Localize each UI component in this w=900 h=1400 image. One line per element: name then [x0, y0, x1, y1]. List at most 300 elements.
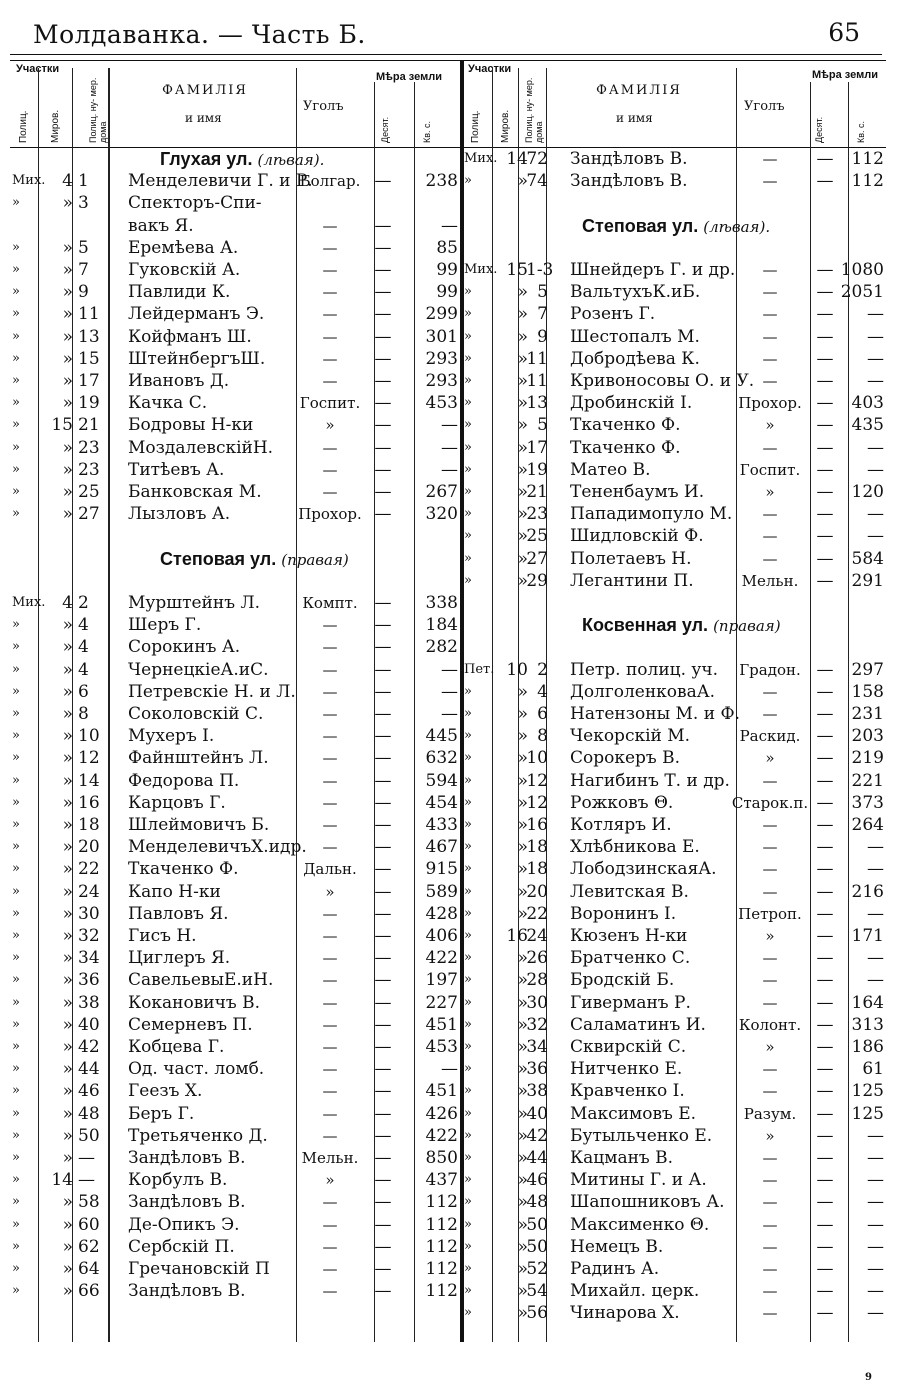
- street-name: Степовая ул. (лѣвая).: [582, 215, 771, 236]
- cell-name: Петр. полиц. уч.: [570, 659, 719, 680]
- street-name: Глухая ул. (лѣвая).: [160, 149, 325, 169]
- cell-name: Легантини П.: [570, 570, 694, 591]
- table-row: [10, 659, 460, 681]
- cell-pol: »: [12, 883, 20, 899]
- cell-des: —: [374, 1214, 392, 1235]
- cell-house: 32: [78, 926, 100, 946]
- cell-kv: 313: [851, 1014, 884, 1035]
- land-des-label: Десят.: [814, 116, 824, 143]
- cell-kv: 186: [851, 1037, 884, 1057]
- table-row: [10, 903, 460, 925]
- table-row: [464, 681, 886, 703]
- cell-house: 22: [78, 859, 100, 880]
- cell-mir: »: [62, 704, 73, 724]
- cell-house: 52: [526, 1259, 548, 1279]
- cell-kv: —: [867, 1259, 884, 1279]
- cell-house: 17: [526, 437, 548, 458]
- cell-des: —: [816, 504, 834, 525]
- cell-name: Кацманъ В.: [570, 1148, 674, 1168]
- cell-des: —: [816, 859, 834, 880]
- cell-des: —: [816, 726, 834, 747]
- cell-kv: 406: [425, 926, 458, 946]
- cell-name: Од. част. ломб.: [128, 1059, 265, 1080]
- cell-mir: »: [62, 1214, 73, 1235]
- cell-name: Матео В.: [570, 459, 651, 480]
- cell-des: —: [816, 903, 834, 924]
- cell-kv: 238: [425, 171, 458, 192]
- cell-corner: —: [762, 1237, 778, 1256]
- cell-house: 42: [78, 1037, 100, 1057]
- cell-des: —: [816, 482, 834, 502]
- cell-kv: 221: [851, 770, 884, 791]
- cell-des: —: [374, 1014, 392, 1035]
- cell-corner: »: [325, 1171, 335, 1190]
- cell-corner: Градон.: [739, 660, 801, 679]
- cell-name: Павловъ Я.: [128, 903, 229, 924]
- cell-name: Сорокинъ А.: [128, 637, 241, 658]
- cell-mir: »: [62, 304, 73, 325]
- cell-mir: »: [62, 504, 73, 525]
- cell-kv: 403: [851, 393, 884, 414]
- cell-name: Чекорскій М.: [570, 726, 691, 747]
- sections-label: Участки: [468, 63, 512, 75]
- table-row: [464, 814, 886, 836]
- cell-mir: »: [517, 815, 528, 835]
- cell-kv: 112: [425, 1214, 458, 1235]
- cell-house: 5: [537, 415, 548, 436]
- cell-name: МенделевичъХ.идр.: [128, 837, 307, 858]
- cell-des: —: [374, 459, 392, 480]
- cell-des: —: [816, 570, 834, 591]
- cell-name: Карцовъ Г.: [128, 792, 226, 813]
- table-row: [464, 969, 886, 991]
- cell-mir: »: [517, 903, 528, 924]
- cell-des: —: [374, 260, 392, 280]
- cell-mir: »: [517, 1214, 528, 1235]
- cell-mir: »: [517, 837, 528, 858]
- cell-corner: Колонт.: [738, 1015, 802, 1034]
- cell-des: —: [374, 504, 392, 525]
- cell-kv: 171: [851, 926, 884, 946]
- cell-mir: »: [517, 1259, 528, 1279]
- corner-label: Уголъ: [744, 99, 785, 114]
- cell-mir: »: [62, 792, 73, 813]
- cell-des: —: [816, 681, 834, 702]
- cell-pol: »: [12, 1105, 20, 1121]
- table-row: [10, 392, 460, 414]
- cell-mir: »: [517, 681, 528, 702]
- cell-name: Гречановскій П: [128, 1259, 270, 1279]
- cell-name: Шестопалъ М.: [570, 326, 700, 347]
- cell-kv: 120: [851, 482, 884, 502]
- cell-name: Гиверманъ Р.: [570, 992, 691, 1013]
- cell-kv: 231: [851, 704, 884, 724]
- cell-des: —: [816, 282, 834, 303]
- cell-des: —: [816, 970, 834, 991]
- cell-house: 36: [526, 1059, 548, 1080]
- cell-corner: »: [765, 927, 775, 945]
- cell-pol: »: [464, 1238, 472, 1254]
- table-row: [10, 259, 460, 281]
- cell-des: —: [374, 837, 392, 858]
- name-label: и имя: [185, 111, 222, 125]
- cell-pol: »: [464, 461, 472, 477]
- cell-house: 74: [526, 171, 548, 192]
- cell-des: —: [816, 1081, 834, 1102]
- page-number: 65: [828, 18, 860, 47]
- cell-kv: 125: [851, 1103, 884, 1124]
- street-name: Косвенная ул. (правая): [582, 615, 781, 636]
- cell-mir: 10: [506, 659, 528, 680]
- cell-house: 13: [78, 326, 100, 347]
- cell-corner: —: [762, 971, 778, 990]
- cell-mir: »: [517, 992, 528, 1013]
- cell-pol: »: [464, 972, 472, 988]
- cell-pol: »: [464, 1083, 472, 1099]
- cell-name: Файнштейнъ Л.: [128, 748, 269, 769]
- cell-des: —: [816, 393, 834, 414]
- table-row: [464, 481, 886, 503]
- cell-house: 12: [526, 770, 548, 791]
- cell-des: —: [816, 1148, 834, 1168]
- cell-name: Сербскій П.: [128, 1236, 235, 1257]
- cell-des: —: [374, 770, 392, 791]
- cell-corner: —: [762, 1215, 778, 1234]
- cell-mir: »: [517, 171, 528, 192]
- table-row: [10, 170, 460, 192]
- cell-house: 6: [78, 681, 89, 702]
- cell-des: —: [374, 282, 392, 303]
- cell-name: Тененбаумъ И.: [570, 482, 705, 502]
- cell-mir: »: [517, 1236, 528, 1257]
- cell-des: —: [374, 637, 392, 658]
- cell-pol: »: [464, 1194, 472, 1210]
- cell-des: —: [374, 593, 392, 613]
- cell-house: 5: [78, 237, 89, 258]
- table-row: [10, 1125, 460, 1147]
- family-label: ФАМИЛІЯ: [596, 83, 682, 98]
- cell-name: Лейдерманъ Э.: [128, 304, 265, 325]
- cell-house: 5: [537, 282, 548, 303]
- cell-corner: —: [322, 216, 338, 235]
- street-heading: [10, 548, 460, 570]
- cell-kv: 850: [425, 1148, 458, 1168]
- cell-des: —: [816, 459, 834, 480]
- table-row: [10, 459, 460, 481]
- house-label: Полиц. ну- мер. дома: [88, 77, 108, 143]
- street-heading: [464, 614, 886, 636]
- cell-pol: »: [12, 728, 20, 744]
- cell-mir: »: [517, 1014, 528, 1035]
- cell-mir: »: [517, 1148, 528, 1168]
- cell-des: —: [816, 948, 834, 969]
- cell-pol: »: [12, 817, 20, 832]
- cell-kv: 164: [851, 992, 884, 1013]
- cell-pol: »: [12, 683, 20, 699]
- cell-house: 48: [526, 1192, 548, 1213]
- cell-corner: —: [322, 749, 338, 768]
- cell-kv: 445: [425, 726, 458, 747]
- street-side: (правая): [281, 550, 349, 569]
- cell-mir: »: [62, 837, 73, 858]
- cell-name: Кравченко І.: [570, 1081, 685, 1102]
- table-row: [10, 636, 460, 658]
- cell-name: вакъ Я.: [128, 215, 194, 236]
- cell-pol: »: [464, 1105, 472, 1121]
- cell-mir: »: [517, 1303, 528, 1324]
- cell-house: 34: [78, 948, 100, 969]
- cell-corner: —: [762, 860, 778, 879]
- cell-corner: —: [322, 438, 338, 457]
- cell-des: —: [816, 1125, 834, 1146]
- cell-name: Розенъ Г.: [570, 304, 656, 325]
- cell-kv: —: [441, 415, 458, 436]
- cell-kv: —: [867, 504, 884, 525]
- cell-kv: 467: [425, 837, 458, 858]
- cell-mir: »: [517, 415, 528, 436]
- cell-pol: »: [12, 306, 20, 322]
- cell-mir: »: [62, 193, 73, 214]
- cell-name: Федорова П.: [128, 770, 240, 791]
- cell-name: Мухеръ І.: [128, 726, 215, 747]
- cell-kv: 85: [436, 237, 458, 258]
- land-label: Мѣра земли: [812, 69, 878, 81]
- cell-kv: 426: [425, 1103, 458, 1124]
- cell-name: Ивановъ Д.: [128, 371, 230, 391]
- cell-mir: »: [517, 459, 528, 480]
- table-row: [464, 1214, 886, 1236]
- cell-corner: —: [762, 816, 778, 834]
- cell-pol: »: [464, 1216, 472, 1232]
- cell-kv: 299: [425, 304, 458, 325]
- cell-house: 46: [526, 1170, 548, 1191]
- cell-pol: »: [12, 772, 20, 788]
- cell-name: Гисъ Н.: [128, 926, 197, 946]
- cell-corner: Мельн.: [741, 571, 799, 590]
- cell-des: —: [816, 326, 834, 347]
- cell-mir: »: [517, 304, 528, 325]
- cell-corner: —: [322, 1104, 338, 1123]
- cell-name: Радинъ А.: [570, 1259, 660, 1279]
- cell-pol: »: [464, 173, 472, 189]
- cell-name: СавельевыЕ.иН.: [128, 970, 274, 991]
- cell-corner: —: [322, 460, 338, 479]
- cell-pol: »: [464, 439, 472, 455]
- cell-mir: »: [517, 770, 528, 791]
- cell-corner: —: [762, 705, 778, 723]
- cell-house: 7: [537, 304, 548, 325]
- cell-house: 72: [526, 149, 548, 169]
- cell-corner: Петроп.: [738, 904, 802, 923]
- table-row: [10, 237, 460, 259]
- table-row: [10, 414, 460, 436]
- table-row: [10, 681, 460, 703]
- cell-corner: —: [762, 1149, 778, 1167]
- cell-kv: —: [867, 1303, 884, 1324]
- cell-des: —: [374, 970, 392, 991]
- cell-mir: »: [62, 681, 73, 702]
- cell-corner: —: [322, 349, 338, 368]
- cell-kv: 435: [851, 415, 884, 436]
- cell-pol: »: [12, 839, 20, 855]
- cell-pol: »: [12, 506, 20, 522]
- cell-house: 29: [526, 570, 548, 591]
- cell-pol: »: [464, 794, 472, 810]
- land-kv-label: Кв. с.: [856, 120, 866, 143]
- cell-pol: »: [464, 1016, 472, 1032]
- cell-corner: —: [762, 1171, 778, 1190]
- cell-house: 23: [78, 437, 100, 458]
- cell-name: Немецъ В.: [570, 1236, 664, 1257]
- cell-des: —: [816, 437, 834, 458]
- cell-des: —: [816, 1236, 834, 1257]
- cell-name: Койфманъ Ш.: [128, 326, 252, 347]
- cell-kv: —: [867, 1125, 884, 1146]
- table-row: [10, 992, 460, 1014]
- cell-name: Братченко С.: [570, 948, 691, 969]
- cell-house: 28: [526, 970, 548, 991]
- cell-corner: —: [322, 638, 338, 657]
- cell-pol: »: [464, 905, 472, 921]
- cell-mir: »: [62, 1236, 73, 1257]
- cell-corner: Госпит.: [299, 394, 361, 413]
- cell-corner: »: [325, 882, 335, 901]
- cell-des: —: [816, 304, 834, 325]
- cell-kv: —: [867, 1192, 884, 1213]
- cell-des: —: [374, 215, 392, 236]
- cell-kv: 373: [851, 792, 884, 813]
- cell-name: Хлѣбникова Е.: [570, 837, 700, 858]
- cell-kv: —: [867, 970, 884, 991]
- cell-des: —: [816, 1170, 834, 1191]
- cell-pol: »: [464, 1039, 472, 1054]
- cell-pol: »: [464, 506, 472, 522]
- cell-corner: —: [322, 616, 338, 635]
- cell-des: —: [816, 149, 834, 169]
- cell-name: Гуковскій А.: [128, 260, 241, 280]
- table-row: [10, 614, 460, 636]
- street-name: Степовая ул. (правая): [160, 548, 349, 569]
- cell-des: —: [816, 792, 834, 813]
- cell-kv: —: [867, 304, 884, 325]
- cell-name: Третьяченко Д.: [128, 1125, 268, 1146]
- street-side: (лѣвая).: [703, 217, 771, 236]
- cell-des: —: [816, 1192, 834, 1213]
- cell-corner: —: [762, 327, 778, 346]
- cell-pol: Мих.: [12, 595, 46, 610]
- cell-house: 18: [78, 815, 100, 835]
- cell-pol: »: [12, 1061, 20, 1077]
- cell-des: —: [374, 393, 392, 414]
- cell-house: 11: [526, 371, 548, 391]
- cell-house: 48: [78, 1103, 100, 1124]
- cell-kv: 632: [425, 748, 458, 769]
- cell-house: 9: [78, 282, 89, 303]
- blank-row: [464, 592, 886, 614]
- land-label: Мѣра земли: [376, 71, 442, 83]
- corner-label: Уголъ: [303, 99, 344, 114]
- cell-corner: —: [762, 1282, 778, 1301]
- cell-corner: —: [322, 793, 338, 812]
- cell-name: ЛободзинскаяА.: [570, 859, 717, 880]
- cell-house: 16: [526, 815, 548, 835]
- cell-kv: 584: [851, 548, 884, 569]
- cell-des: —: [374, 948, 392, 969]
- cell-house: 20: [78, 837, 100, 858]
- cell-des: —: [816, 992, 834, 1013]
- table-row: [464, 992, 886, 1014]
- table-row: [464, 303, 886, 325]
- cell-house: 15: [78, 348, 100, 369]
- cell-house: 60: [78, 1214, 100, 1235]
- cell-house: 12: [526, 792, 548, 813]
- cell-corner: —: [322, 682, 338, 701]
- street-heading: [10, 148, 460, 170]
- cell-corner: —: [322, 660, 338, 679]
- cell-house: 4: [78, 637, 89, 658]
- cell-pol: »: [464, 306, 472, 322]
- cell-name: Шнейдеръ Г. и др.: [570, 260, 736, 280]
- cell-des: —: [374, 1281, 392, 1302]
- cell-des: —: [374, 1125, 392, 1146]
- cell-house: 36: [78, 970, 100, 991]
- cell-des: —: [374, 1148, 392, 1168]
- cell-mir: »: [517, 859, 528, 880]
- cell-mir: »: [517, 748, 528, 769]
- cell-des: —: [374, 437, 392, 458]
- cell-mir: »: [517, 881, 528, 902]
- footer-mark: 9: [865, 1372, 872, 1383]
- cell-house: 46: [78, 1081, 100, 1102]
- cell-des: —: [374, 881, 392, 902]
- table-row: [10, 1058, 460, 1080]
- cell-mir: »: [517, 482, 528, 502]
- cell-pol: »: [12, 1216, 20, 1232]
- cell-mir: 4: [62, 171, 73, 192]
- cell-name: Максимовъ Е.: [570, 1103, 697, 1124]
- cell-house: 38: [526, 1081, 548, 1102]
- cell-mir: »: [517, 348, 528, 369]
- cell-kv: —: [867, 348, 884, 369]
- cell-kv: —: [441, 215, 458, 236]
- table-row: [464, 170, 886, 192]
- cell-kv: —: [867, 903, 884, 924]
- cell-pol: »: [12, 373, 20, 388]
- table-row: [464, 1191, 886, 1213]
- table-row: [464, 903, 886, 925]
- cell-house: 11: [526, 348, 548, 369]
- cell-des: —: [816, 748, 834, 769]
- cell-kv: —: [867, 1281, 884, 1302]
- cell-mir: »: [62, 1081, 73, 1102]
- cell-corner: Разум.: [743, 1104, 797, 1123]
- cell-name: Шеръ Г.: [128, 615, 202, 636]
- table-row: [10, 481, 460, 503]
- cell-mir: »: [62, 1281, 73, 1302]
- cell-mir: »: [517, 1037, 528, 1057]
- cell-house: 8: [537, 726, 548, 747]
- cell-pol: »: [464, 750, 472, 766]
- cell-name: Пападимопуло М.: [570, 504, 733, 525]
- cell-house: 4: [78, 659, 89, 680]
- table-row: [464, 770, 886, 792]
- cell-corner: —: [322, 1082, 338, 1101]
- table-row: [464, 1280, 886, 1302]
- cell-name: Капо Н-ки: [128, 881, 221, 902]
- table-row: [464, 437, 886, 459]
- cell-mir: »: [517, 326, 528, 347]
- cell-des: —: [374, 1081, 392, 1102]
